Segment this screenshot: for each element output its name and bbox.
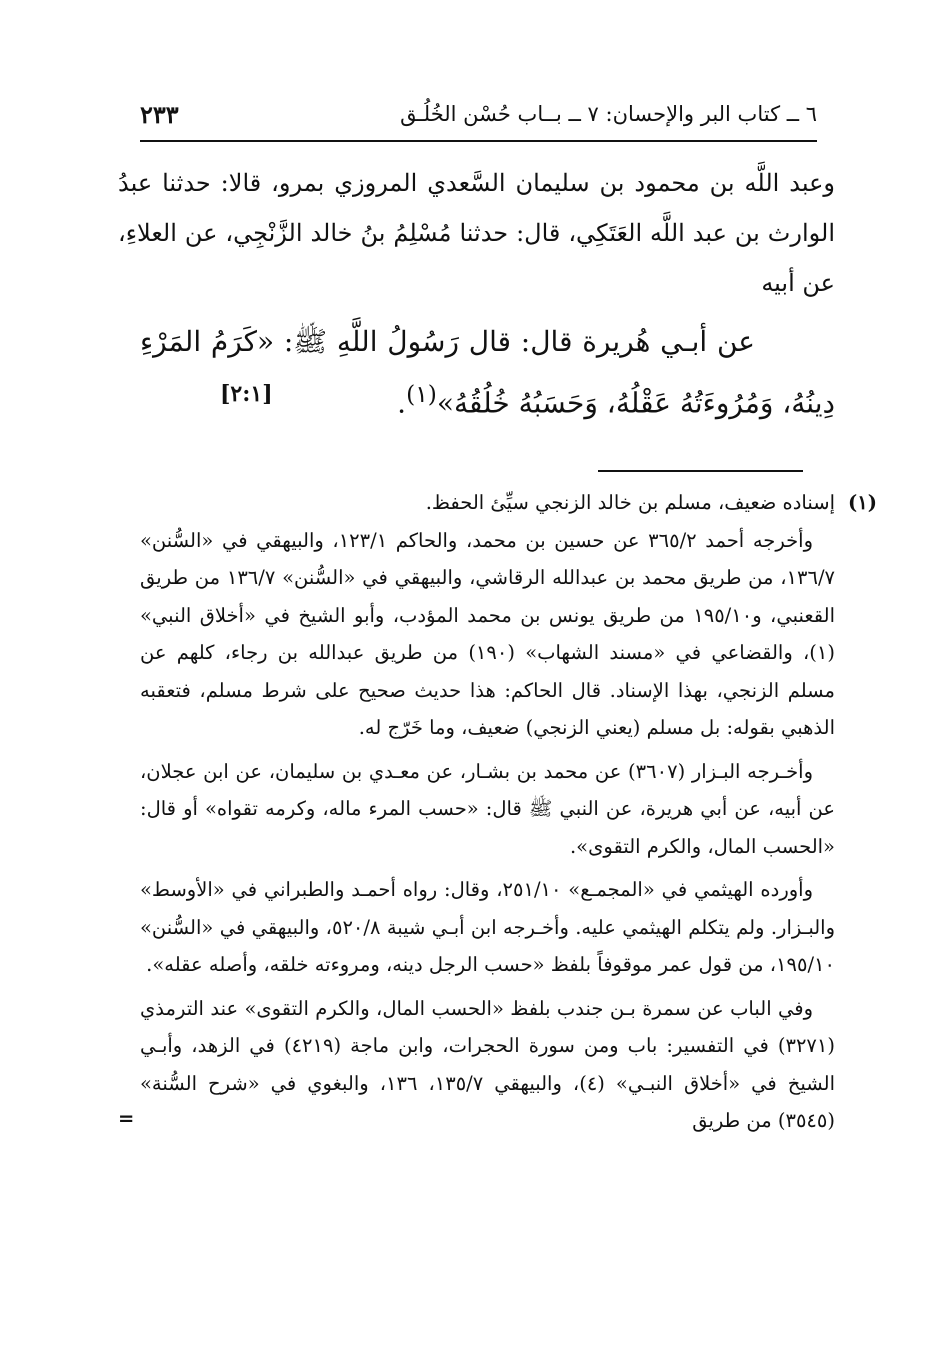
continuation-mark: = <box>118 1107 135 1130</box>
isnad-chain <box>118 158 835 308</box>
footnote-1 <box>140 484 877 522</box>
footnote-marker: (١) <box>406 380 437 408</box>
footnote-paragraph-5-wrapper <box>118 990 835 1140</box>
matn-text: عن أبـي هُريرة قال: قال رَسُولُ اللَّهِ ﷺ: «كَرَمُ المَرْءِ دِينُهُ، وَمُرُوءَتُهُ عَقْلُهُ، وَحَسَبُهُ خُلُقُهُ» <box>140 325 835 420</box>
footnote-rule <box>598 470 803 472</box>
footnote-paragraph-3: وأخـرجه البـزار (٣٦٠٧) عن محمد بن بشـار، عن معـدي بن سليمان، عن ابن عجلان، عن أبيه، عن أبي هريرة، عن النبي ﷺ قال: «حسب المرء ماله، وكرمه تقواه» أو قال: «الحسب المال، والكرم التقوى». <box>140 759 835 858</box>
page-number: ٢٣٣ <box>140 99 179 129</box>
footnote-paragraph-1: إسناده ضعيف، مسلم بن خالد الزنجي سيِّئ الحفظ. <box>425 491 835 514</box>
page-header <box>140 92 817 136</box>
isnad-text: وعبد اللَّه بن محمود بن سليمان السَّعدي المروزي بمرو، قالا: حدثنا عبدُ الوارث بن عبد اللَّه العَتَكِي، قال: حدثنا مُسْلِمُ بنُ خالد الزَّنْجِي، عن العلاءِ، عن أبيه <box>118 169 835 297</box>
hadith-text <box>140 316 835 429</box>
footnote-number: (١) <box>848 491 877 514</box>
hadith-matn <box>140 316 835 429</box>
running-title: ٦ ــ كتاب البر والإحسان: ٧ ــ بــاب حُسْن الخُلُـق <box>400 102 817 126</box>
footnotes <box>118 484 877 1140</box>
footnote-paragraph-4: وأورده الهيثمي في «المجمـع» ٢٥١/١٠، وقال: رواه أحمـد والطبراني في «الأوسط» والبـزار. ولم يتكلم الهيثمي عليه. وأخـرجه ابن أبـي شيبة ٥٢٠/٨، والبيهقي في «السُّنن» ١٩٥/١٠، من قول عمر موقوفاً بلفظ «حسب الرجل دينه، ومروءته خلقه، وأصله عقله». <box>140 878 835 976</box>
hadith-reference: [٢:١] <box>220 381 273 407</box>
footnote-paragraph-2: وأخرجه أحمد ٣٦٥/٢ عن حسين بن محمد، والحاكم ١٢٣/١، والبيهقي في «السُّنن» ١٣٦/٧، من طريق محمد بن عبدالله الرقاشي، والبيهقي في «السُّنن» ١٣٦/٧ من طريق القعنبي، و١٩٥/١٠ من طريق يونس بن محمد المؤدب، وأبو الشيخ في «أخلاق النبي» (١)، والقضاعي في «مسند الشهاب» (١٩٠) من طريق عبدالله بن رجاء، كلهم عن مسلم الزنجي، بهذا الإسناد. قال الحاكم: هذا حديث صحيح على شرط مسلم، فتعقبه الذهبي بقوله: بل مسلم (يعني الزنجي) ضعيف، وما خَرّج له. <box>140 528 835 739</box>
header-rule <box>140 140 817 142</box>
matn-end: . <box>397 386 407 420</box>
footnote-paragraph-5: وفي الباب عن سمرة بـن جندب بلفظ «الحسب المال، والكرم التقوى» عند الترمذي (٣٢٧١) في التفسير: باب ومن سورة الحجرات، وابن ماجة (٤٢١٩) في الزهد، وأبـي الشيخ في «أخلاق النبـي» (٤)، والبيهقي ١٣٥/٧، ١٣٦، والبغوي في «شرح السُّنة» (٣٥٤٥) من طريق <box>140 996 835 1132</box>
